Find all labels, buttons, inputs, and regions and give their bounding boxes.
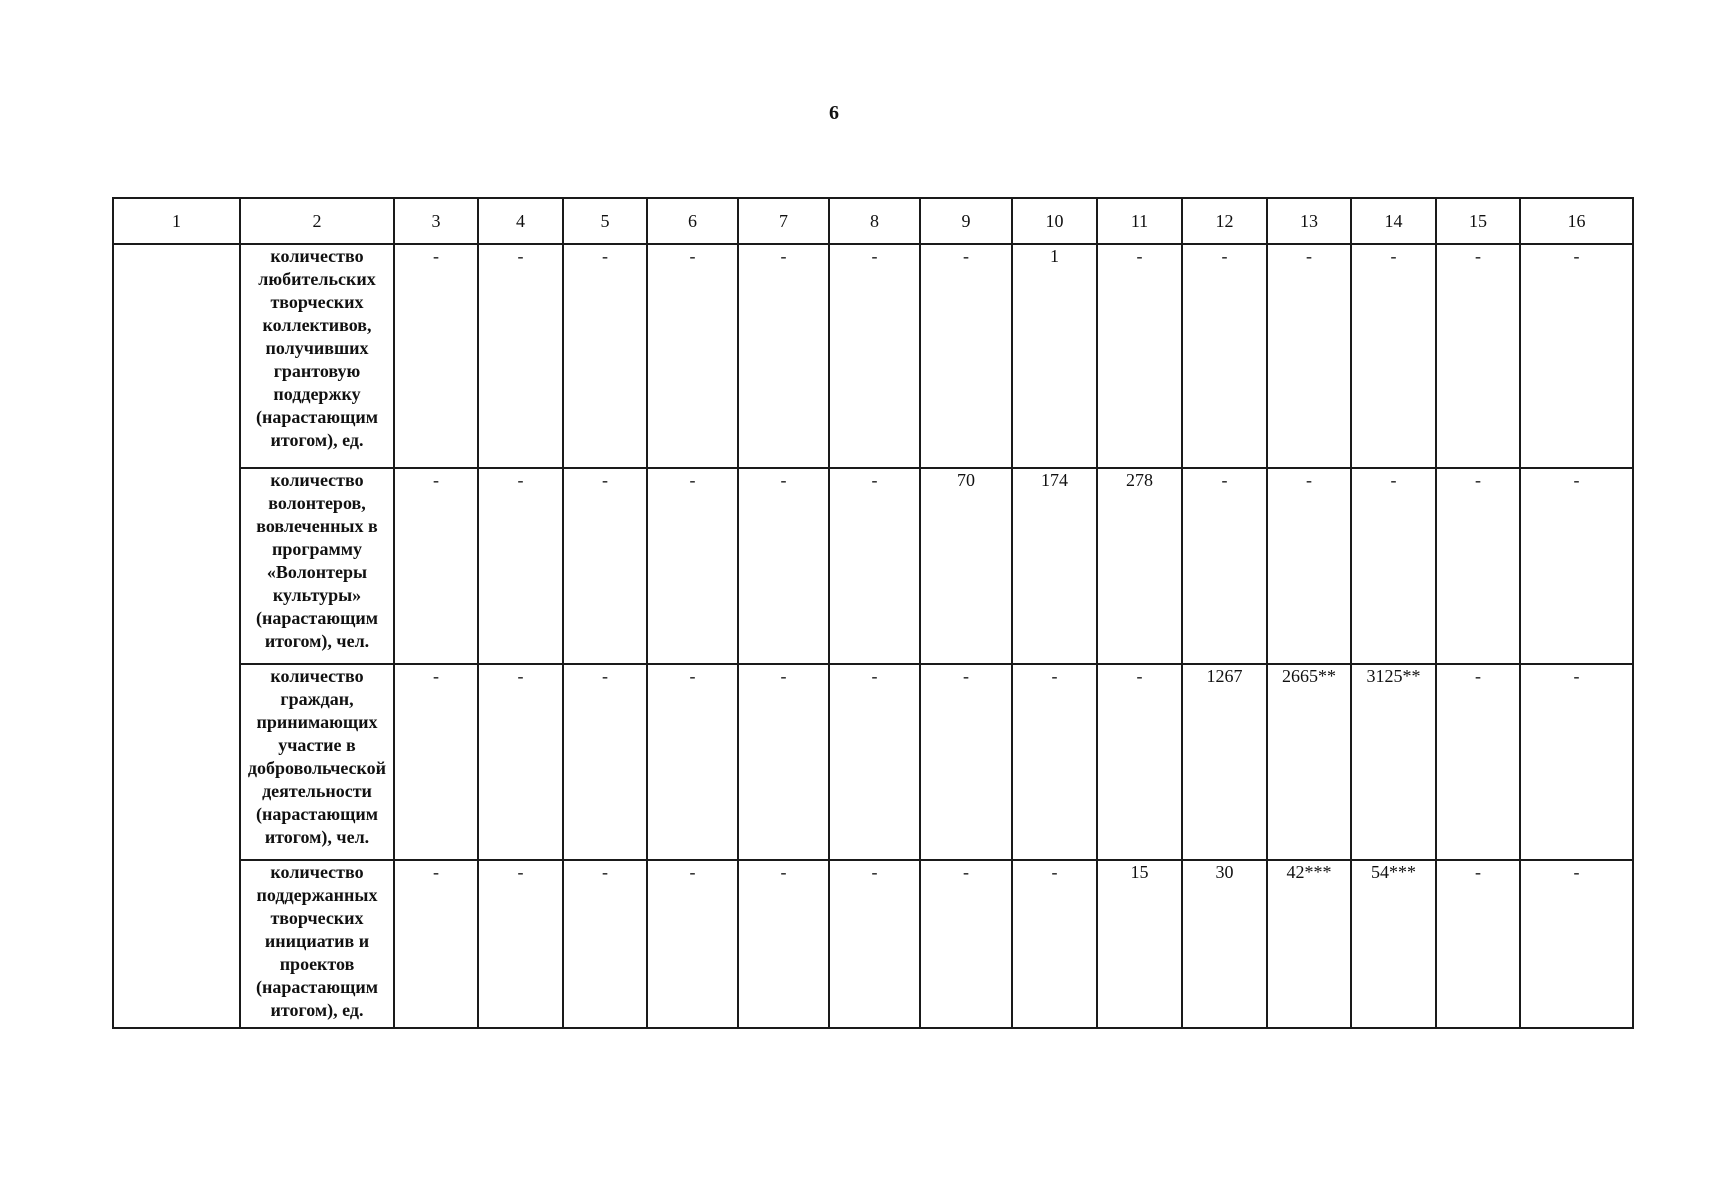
column-header: 13 (1267, 198, 1351, 244)
value-cell: 30 (1182, 860, 1267, 1028)
value-cell: - (1267, 468, 1351, 664)
value-cell: - (563, 860, 647, 1028)
indicator-cell: количество волонтеров, вовлеченных в программу «Волонтеры культуры» (нарастающим итогом), чел. (240, 468, 394, 664)
merged-first-column-cell (113, 244, 240, 1028)
indicator-cell: количество граждан, принимающих участие в добровольческой деятельности (нарастающим итогом), чел. (240, 664, 394, 860)
indicators-table (112, 197, 1634, 1029)
value-cell: 1 (1012, 244, 1097, 468)
column-header: 15 (1436, 198, 1520, 244)
value-cell: - (738, 664, 829, 860)
value-cell: - (920, 244, 1012, 468)
value-cell: - (1012, 664, 1097, 860)
value-cell: - (1436, 860, 1520, 1028)
value-cell: - (563, 664, 647, 860)
value-cell: - (829, 244, 920, 468)
value-cell: - (647, 468, 738, 664)
value-cell: - (647, 244, 738, 468)
value-cell: 42*** (1267, 860, 1351, 1028)
value-cell: - (1351, 244, 1436, 468)
table-row (113, 664, 1633, 860)
value-cell: - (738, 468, 829, 664)
value-cell: 1267 (1182, 664, 1267, 860)
value-cell: - (563, 468, 647, 664)
column-header: 12 (1182, 198, 1267, 244)
value-cell: - (394, 664, 478, 860)
column-header: 4 (478, 198, 563, 244)
value-cell: - (1520, 244, 1633, 468)
value-cell: - (920, 860, 1012, 1028)
value-cell: - (478, 244, 563, 468)
table-row (113, 860, 1633, 1028)
value-cell: - (1097, 244, 1182, 468)
value-cell: - (920, 664, 1012, 860)
value-cell: - (1267, 244, 1351, 468)
value-cell: - (647, 860, 738, 1028)
value-cell: - (1436, 244, 1520, 468)
value-cell: - (1520, 664, 1633, 860)
indicator-cell: количество поддержанных творческих инициатив и проектов (нарастающим итогом), ед. (240, 860, 394, 1028)
value-cell: 15 (1097, 860, 1182, 1028)
column-header: 11 (1097, 198, 1182, 244)
indicator-cell: количество любительских творческих коллективов, получивших грантовую поддержку (нарастающим итогом), ед. (240, 244, 394, 468)
value-cell: - (647, 664, 738, 860)
value-cell: 278 (1097, 468, 1182, 664)
column-header: 16 (1520, 198, 1633, 244)
value-cell: - (1097, 664, 1182, 860)
value-cell: - (1182, 244, 1267, 468)
value-cell: - (1520, 860, 1633, 1028)
column-header: 1 (113, 198, 240, 244)
value-cell: - (394, 468, 478, 664)
value-cell: - (1012, 860, 1097, 1028)
value-cell: 54*** (1351, 860, 1436, 1028)
page-number: 6 (829, 102, 839, 124)
value-cell: - (738, 860, 829, 1028)
value-cell: - (738, 244, 829, 468)
value-cell: - (1520, 468, 1633, 664)
column-header: 10 (1012, 198, 1097, 244)
value-cell: - (394, 860, 478, 1028)
column-header: 9 (920, 198, 1012, 244)
value-cell: - (1182, 468, 1267, 664)
value-cell: 2665** (1267, 664, 1351, 860)
value-cell: - (563, 244, 647, 468)
value-cell: - (1351, 468, 1436, 664)
value-cell: - (1436, 664, 1520, 860)
column-header: 6 (647, 198, 738, 244)
column-header: 8 (829, 198, 920, 244)
value-cell: - (478, 468, 563, 664)
value-cell: - (829, 860, 920, 1028)
value-cell: 70 (920, 468, 1012, 664)
table-header-row (113, 198, 1633, 244)
column-header: 2 (240, 198, 394, 244)
value-cell: - (394, 244, 478, 468)
value-cell: - (478, 664, 563, 860)
column-header: 3 (394, 198, 478, 244)
value-cell: - (829, 664, 920, 860)
column-header: 14 (1351, 198, 1436, 244)
column-header: 5 (563, 198, 647, 244)
value-cell: 174 (1012, 468, 1097, 664)
table-row (113, 468, 1633, 664)
column-header: 7 (738, 198, 829, 244)
table-row (113, 244, 1633, 468)
value-cell: - (478, 860, 563, 1028)
value-cell: - (829, 468, 920, 664)
value-cell: 3125** (1351, 664, 1436, 860)
value-cell: - (1436, 468, 1520, 664)
